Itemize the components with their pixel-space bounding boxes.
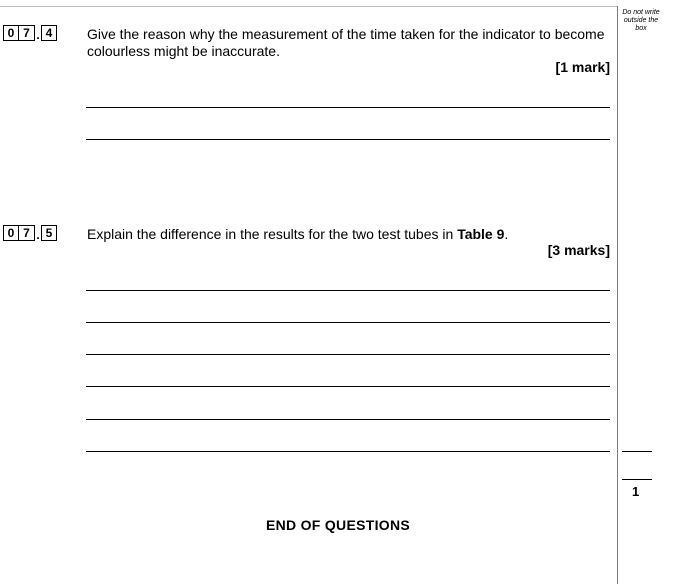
page-number: 1 bbox=[632, 484, 640, 499]
answer-line[interactable] bbox=[86, 322, 610, 323]
answer-line[interactable] bbox=[86, 139, 610, 140]
question-text-07-4: Give the reason why the measurement of the time taken for the indicator to become colourless might be inaccurate. bbox=[87, 26, 605, 59]
question-digit: 7 bbox=[19, 225, 35, 241]
answer-line[interactable] bbox=[86, 451, 610, 452]
table-reference: Table 9 bbox=[457, 226, 505, 242]
marks-07-4: [1 mark] bbox=[555, 59, 610, 75]
margin-note: Do not write outside the box bbox=[622, 9, 660, 32]
question-text-part: . bbox=[504, 226, 509, 242]
question-digit: 7 bbox=[19, 25, 35, 41]
answer-line[interactable] bbox=[86, 290, 610, 291]
answer-line[interactable] bbox=[86, 419, 610, 420]
answer-line[interactable] bbox=[86, 354, 610, 355]
margin-rule bbox=[617, 6, 618, 584]
question-digit: 4 bbox=[41, 25, 57, 41]
end-of-questions: END OF QUESTIONS bbox=[265, 517, 411, 533]
question-dot: . bbox=[36, 228, 40, 242]
top-rule bbox=[0, 6, 617, 7]
question-text-part: Explain the difference in the results for the two test tubes in bbox=[87, 226, 458, 242]
question-digit: 0 bbox=[3, 25, 19, 41]
question-digit: 5 bbox=[41, 225, 57, 241]
answer-line[interactable] bbox=[86, 386, 610, 387]
question-number-07-4 bbox=[3, 25, 57, 41]
question-dot: . bbox=[36, 28, 40, 42]
marks-07-5: [3 marks] bbox=[547, 242, 610, 258]
answer-line[interactable] bbox=[86, 107, 610, 108]
page-marks-divider bbox=[622, 479, 652, 480]
question-digit: 0 bbox=[3, 225, 19, 241]
question-text-07-5 bbox=[87, 226, 607, 243]
question-number-07-5 bbox=[3, 225, 57, 241]
